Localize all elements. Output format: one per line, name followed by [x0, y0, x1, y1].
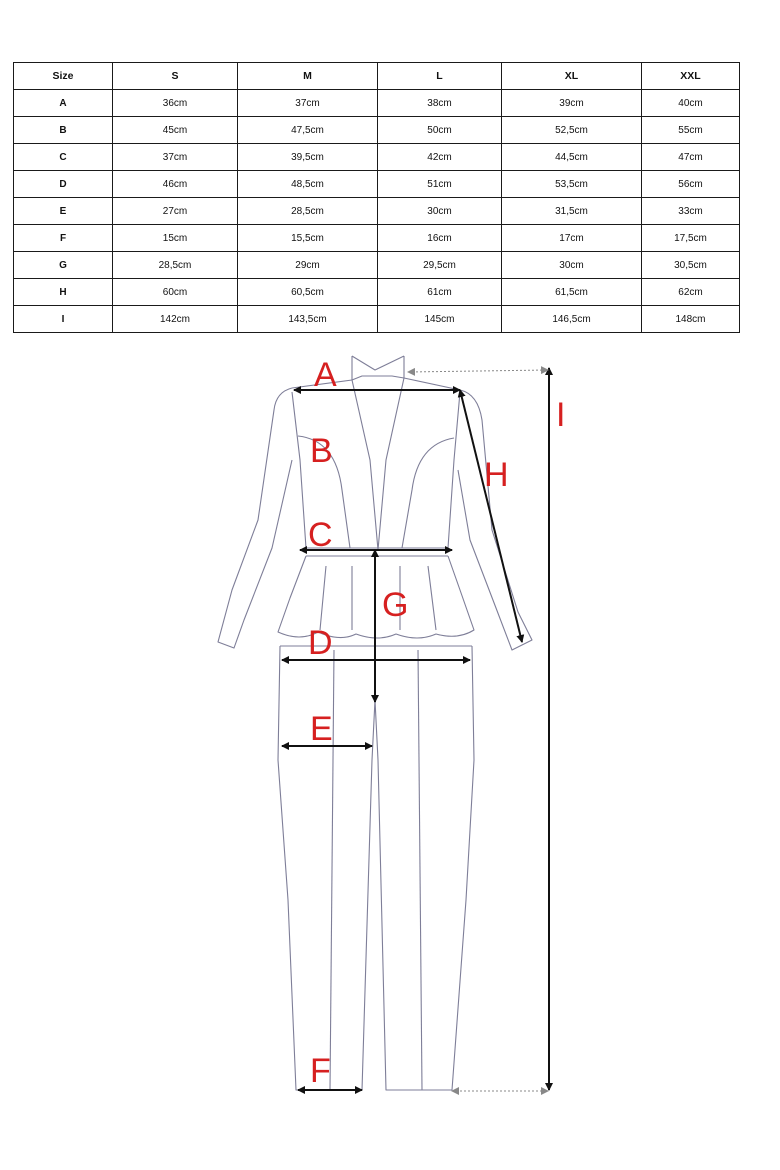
table-cell: 52,5cm [502, 117, 642, 144]
table-cell: 53,5cm [502, 171, 642, 198]
table-cell: 42cm [378, 144, 502, 171]
label-h: H [484, 456, 509, 494]
row-label: D [14, 171, 113, 198]
header-s: S [113, 63, 238, 90]
row-label: H [14, 279, 113, 306]
label-d: D [308, 624, 333, 662]
table-cell: 36cm [113, 90, 238, 117]
table-cell: 29cm [238, 252, 378, 279]
table-cell: 55cm [642, 117, 740, 144]
row-label: C [14, 144, 113, 171]
table-cell: 46cm [113, 171, 238, 198]
label-c: C [308, 516, 333, 554]
header-xl: XL [502, 63, 642, 90]
table-cell: 51cm [378, 171, 502, 198]
table-cell: 40cm [642, 90, 740, 117]
label-f: F [310, 1052, 331, 1090]
table-cell: 37cm [238, 90, 378, 117]
table-cell: 60cm [113, 279, 238, 306]
table-cell: 37cm [113, 144, 238, 171]
table-cell: 27cm [113, 198, 238, 225]
row-label: F [14, 225, 113, 252]
table-cell: 30cm [502, 252, 642, 279]
table-cell: 61,5cm [502, 279, 642, 306]
table-cell: 50cm [378, 117, 502, 144]
table-cell: 44,5cm [502, 144, 642, 171]
table-cell: 30cm [378, 198, 502, 225]
table-cell: 148cm [642, 306, 740, 333]
table-cell: 30,5cm [642, 252, 740, 279]
table-cell: 145cm [378, 306, 502, 333]
table-cell: 45cm [113, 117, 238, 144]
table-cell: 38cm [378, 90, 502, 117]
table-cell: 56cm [642, 171, 740, 198]
table-cell: 17,5cm [642, 225, 740, 252]
table-cell: 16cm [378, 225, 502, 252]
row-label: I [14, 306, 113, 333]
row-label: B [14, 117, 113, 144]
table-cell: 39,5cm [238, 144, 378, 171]
table-cell: 15,5cm [238, 225, 378, 252]
label-g: G [382, 586, 409, 624]
table-cell: 146,5cm [502, 306, 642, 333]
table-cell: 61cm [378, 279, 502, 306]
table-cell: 143,5cm [238, 306, 378, 333]
label-e: E [310, 710, 333, 748]
table-cell: 15cm [113, 225, 238, 252]
table-cell: 142cm [113, 306, 238, 333]
table-cell: 47cm [642, 144, 740, 171]
table-cell: 47,5cm [238, 117, 378, 144]
table-cell: 29,5cm [378, 252, 502, 279]
label-a: A [314, 356, 337, 394]
table-cell: 28,5cm [113, 252, 238, 279]
table-cell: 39cm [502, 90, 642, 117]
table-cell: 48,5cm [238, 171, 378, 198]
table-cell: 60,5cm [238, 279, 378, 306]
label-i: I [556, 396, 566, 434]
header-m: M [238, 63, 378, 90]
row-label: G [14, 252, 113, 279]
table-cell: 33cm [642, 198, 740, 225]
arrow-h [460, 390, 522, 642]
table-cell: 17cm [502, 225, 642, 252]
row-label: E [14, 198, 113, 225]
label-b: B [310, 432, 333, 470]
table-cell: 62cm [642, 279, 740, 306]
header-size: Size [14, 63, 113, 90]
header-xxl: XXL [642, 63, 740, 90]
header-l: L [378, 63, 502, 90]
dotted-guides [408, 370, 548, 1091]
row-label: A [14, 90, 113, 117]
table-cell: 31,5cm [502, 198, 642, 225]
table-cell: 28,5cm [238, 198, 378, 225]
